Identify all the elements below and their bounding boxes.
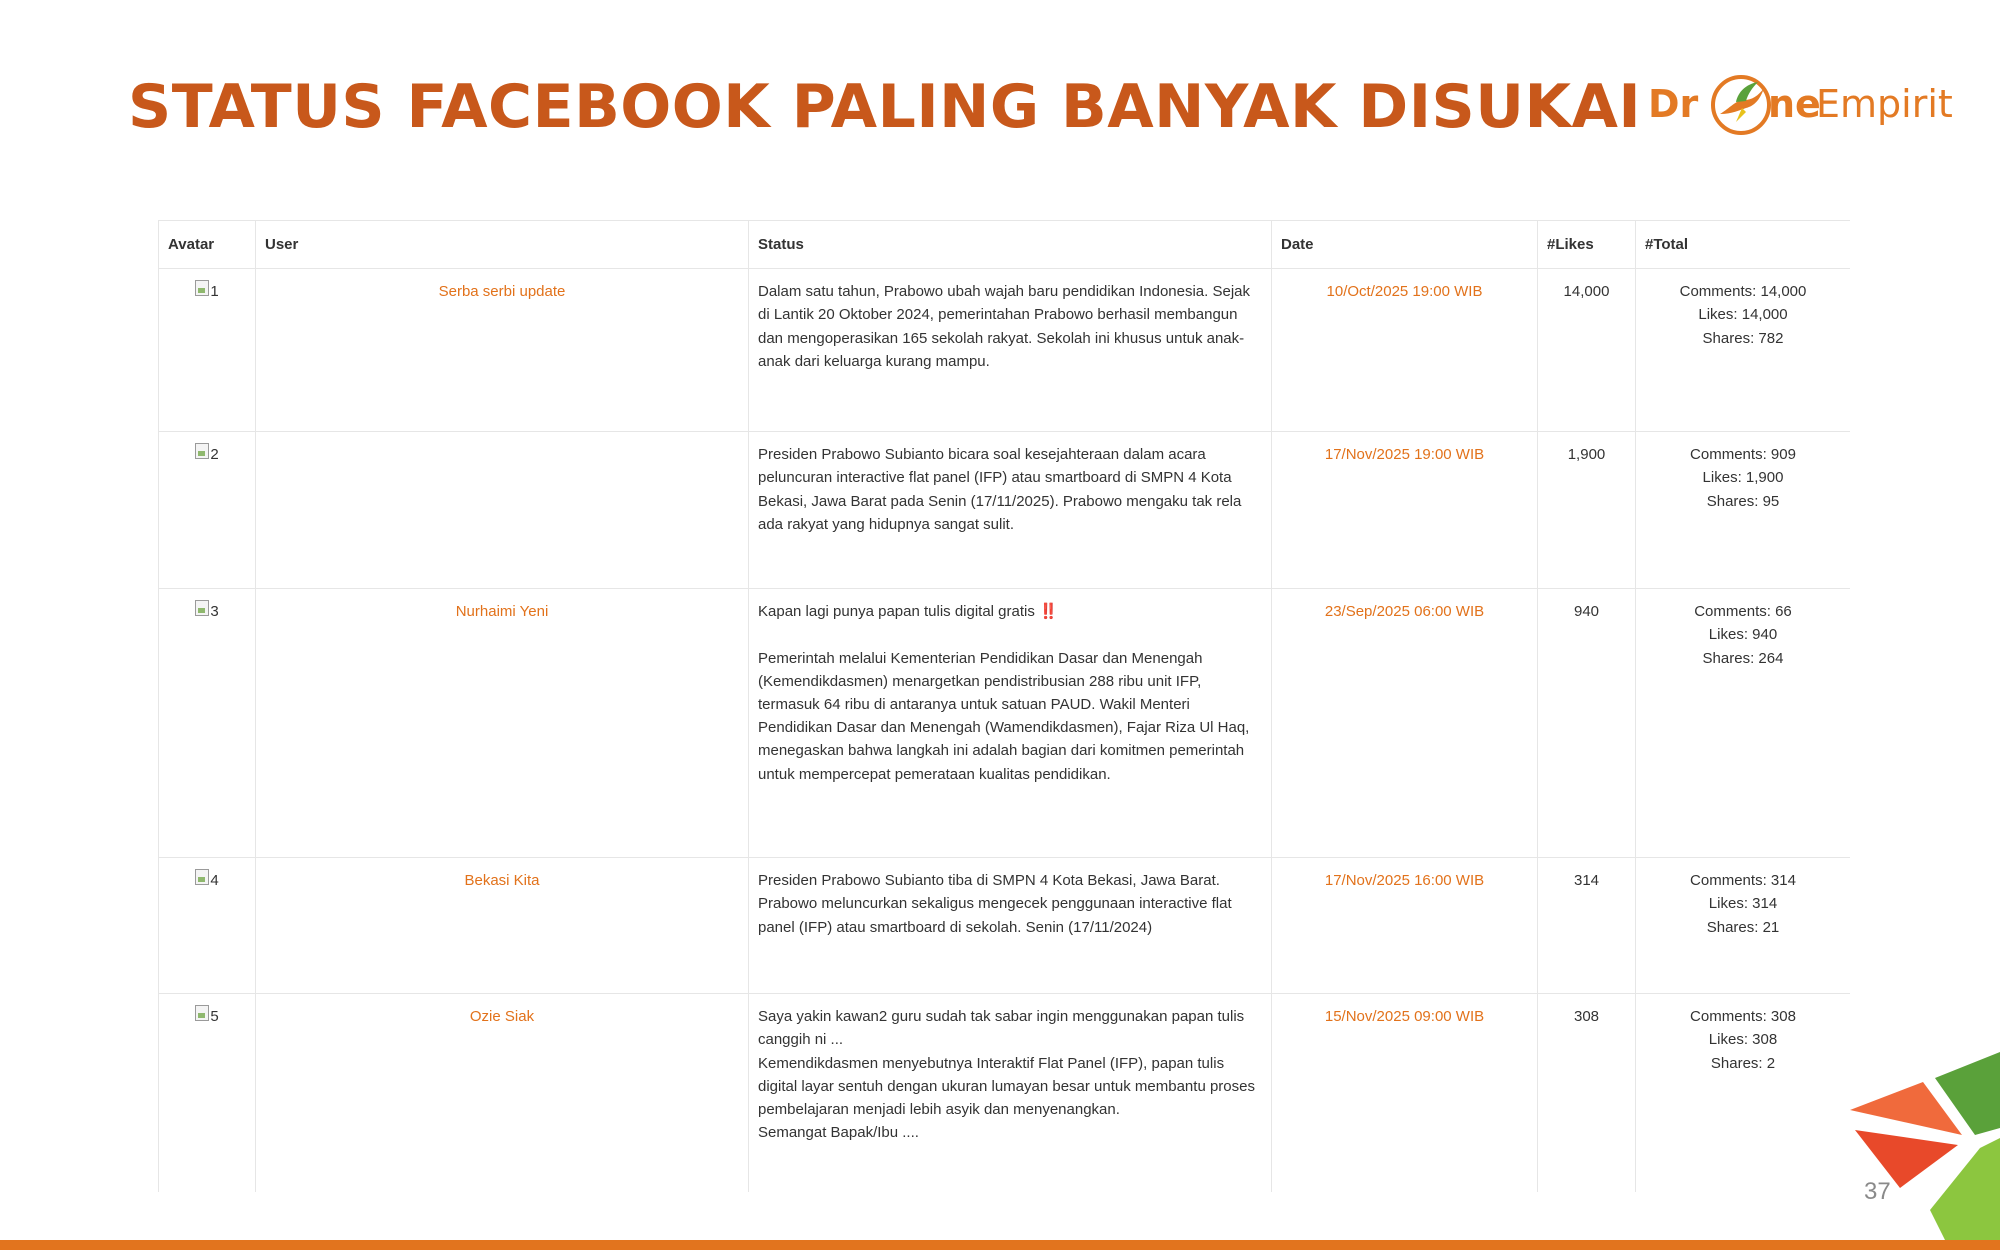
date-cell — [1272, 269, 1538, 432]
drone-bird-icon — [1706, 70, 1776, 140]
total-likes: Likes: 14,000 — [1698, 306, 1788, 324]
status-lead-text: Kapan lagi punya papan tulis digital gratis — [758, 603, 1035, 621]
avatar-alt: 2 — [210, 446, 219, 464]
total-likes: Likes: 1,900 — [1702, 469, 1784, 487]
status-cell — [749, 858, 1272, 994]
table-row — [159, 858, 1851, 994]
table-row — [159, 269, 1851, 432]
avatar[interactable] — [195, 443, 218, 466]
avatar[interactable] — [195, 1005, 218, 1028]
corner-decoration-graphic — [1840, 1040, 2000, 1250]
total-comments: Comments: 909 — [1690, 446, 1796, 464]
total-comments: Comments: 14,000 — [1679, 283, 1807, 301]
user-link[interactable]: Nurhaimi Yeni — [455, 603, 549, 621]
status-text: Pemerintah melalui Kementerian Pendidikan Dasar dan Menengah (Kemendikdasmen) menargetkan pendistribusian 288 ribu unit IFP, termasuk 64 ribu di antaranya untuk satuan PAUD. Wakil Menteri Pendidikan Dasar dan Menengah (Wamendikdasmen), Fajar Riza Ul Haq, menegaskan bahwa langkah ini adalah bagian dari komitmen pemerintah untuk mempercepat pemerataan kualitas pendidikan. — [758, 649, 1250, 783]
likes-cell: 308 — [1538, 994, 1636, 1192]
double-exclamation-icon: ‼️ — [1039, 603, 1058, 621]
date-link[interactable]: 23/Sep/2025 06:00 WIB — [1324, 603, 1485, 621]
date-cell — [1272, 432, 1538, 589]
total-cell — [1636, 269, 1851, 432]
status-table — [158, 220, 1850, 1192]
logo-text-ne: ne — [1768, 82, 1821, 126]
likes-cell: 314 — [1538, 858, 1636, 994]
header-likes[interactable]: #Likes — [1538, 221, 1636, 269]
likes-cell: 1,900 — [1538, 432, 1636, 589]
total-shares: Shares: 264 — [1702, 649, 1784, 667]
avatar-cell — [159, 432, 256, 589]
avatar-cell — [159, 858, 256, 994]
broken-image-icon — [195, 869, 209, 885]
total-likes: Likes: 314 — [1708, 895, 1778, 913]
total-shares: Shares: 95 — [1706, 492, 1780, 510]
broken-image-icon — [195, 1005, 209, 1021]
header-status[interactable]: Status — [749, 221, 1272, 269]
table-row — [159, 994, 1851, 1192]
status-cell — [749, 269, 1272, 432]
user-cell — [256, 432, 749, 589]
header-total[interactable]: #Total — [1636, 221, 1851, 269]
drone-emprit-logo — [1648, 70, 1953, 142]
date-cell — [1272, 589, 1538, 858]
user-cell — [256, 589, 749, 858]
total-cell — [1636, 994, 1851, 1192]
table-header-row — [159, 221, 1851, 269]
total-comments: Comments: 314 — [1690, 872, 1796, 890]
facebook-status-table — [158, 220, 1850, 1192]
broken-image-icon — [195, 443, 209, 459]
total-likes: Likes: 940 — [1708, 626, 1778, 644]
status-cell — [749, 432, 1272, 589]
total-shares: Shares: 782 — [1702, 329, 1784, 347]
user-link[interactable]: Ozie Siak — [469, 1008, 535, 1026]
likes-cell: 940 — [1538, 589, 1636, 858]
status-cell — [749, 994, 1272, 1192]
total-shares: Shares: 21 — [1706, 918, 1780, 936]
total-shares: Shares: 2 — [1710, 1054, 1776, 1072]
slide-title: STATUS FACEBOOK PALING BANYAK DISUKAI — [128, 72, 1642, 142]
date-link[interactable]: 15/Nov/2025 09:00 WIB — [1324, 1008, 1485, 1026]
date-link[interactable]: 17/Nov/2025 16:00 WIB — [1324, 872, 1485, 890]
likes-cell: 14,000 — [1538, 269, 1636, 432]
bottom-accent-bar — [0, 1240, 2000, 1250]
date-link[interactable]: 17/Nov/2025 19:00 WIB — [1324, 446, 1485, 464]
date-cell — [1272, 858, 1538, 994]
status-cell — [749, 589, 1272, 858]
user-cell — [256, 269, 749, 432]
broken-image-icon — [195, 280, 209, 296]
table-row — [159, 589, 1851, 858]
status-text: Presiden Prabowo Subianto bicara soal kesejahteraan dalam acara peluncuran interactive flat panel (IFP) atau smartboard di SMPN 4 Kota Bekasi, Jawa Barat pada Senin (17/11/2025). Prabowo mengaku tak rela ada rakyat yang hidupnya sangat sulit. — [758, 446, 1246, 533]
date-cell — [1272, 994, 1538, 1192]
total-comments: Comments: 308 — [1690, 1008, 1796, 1026]
status-text: Saya yakin kawan2 guru sudah tak sabar ingin menggunakan papan tulis canggih ni ... Kemendikdasmen menyebutnya Interaktif Flat Panel (IFP), papan tulis digital layar sentuh dengan ukuran lumayan besar untuk membantu proses pembelajaran menjadi lebih asyik dan menyenangkan. Semangat Bapak/Ibu .... — [758, 1008, 1255, 1142]
avatar-alt: 4 — [210, 872, 219, 890]
header-date[interactable]: Date — [1272, 221, 1538, 269]
avatar-alt: 1 — [210, 283, 219, 301]
total-cell — [1636, 858, 1851, 994]
broken-image-icon — [195, 600, 209, 616]
avatar[interactable] — [195, 600, 218, 623]
avatar-cell — [159, 589, 256, 858]
total-comments: Comments: 66 — [1694, 603, 1792, 621]
avatar-alt: 5 — [210, 1008, 219, 1026]
total-likes: Likes: 308 — [1708, 1031, 1778, 1049]
user-link[interactable]: Bekasi Kita — [464, 872, 540, 890]
user-cell — [256, 994, 749, 1192]
user-link[interactable]: Serba serbi update — [438, 283, 566, 301]
page-number: 37 — [1864, 1178, 1891, 1205]
avatar-cell — [159, 994, 256, 1192]
header-user[interactable]: User — [256, 221, 749, 269]
avatar-cell — [159, 269, 256, 432]
user-cell — [256, 858, 749, 994]
avatar[interactable] — [195, 869, 218, 892]
total-cell — [1636, 589, 1851, 858]
avatar-alt: 3 — [210, 603, 219, 621]
logo-text-dr: Dr — [1648, 82, 1699, 126]
avatar[interactable] — [195, 280, 218, 303]
total-cell — [1636, 432, 1851, 589]
status-text: Presiden Prabowo Subianto tiba di SMPN 4 Kota Bekasi, Jawa Barat. Prabowo meluncurkan sekaligus mengecek penggunaan interactive flat panel (IFP) atau smartboard di sekolah. Senin (17/11/2024) — [758, 872, 1236, 936]
header-avatar[interactable]: Avatar — [159, 221, 256, 269]
logo-text-empirit: Empirit — [1816, 82, 1953, 126]
status-text: Dalam satu tahun, Prabowo ubah wajah baru pendidikan Indonesia. Sejak di Lantik 20 Oktober 2024, pemerintahan Prabowo berhasil membangun dan mengoperasikan 165 sekolah rakyat. Sekolah ini khusus untuk anak-anak dari keluarga kurang mampu. — [758, 283, 1255, 370]
table-row — [159, 432, 1851, 589]
date-link[interactable]: 10/Oct/2025 19:00 WIB — [1326, 283, 1483, 301]
